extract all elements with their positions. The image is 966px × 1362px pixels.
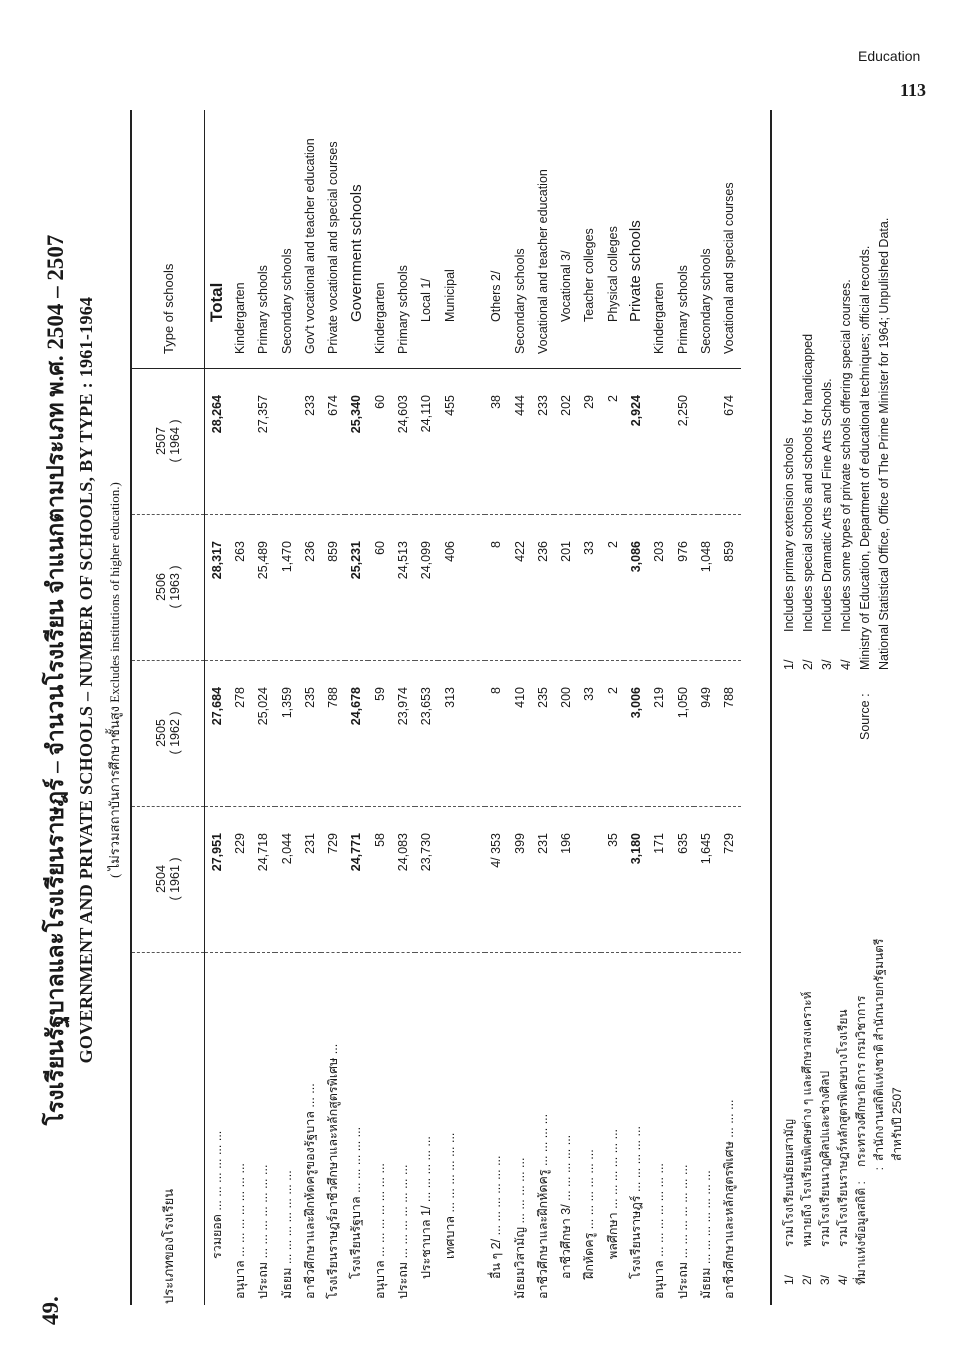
cell-1962: 2 xyxy=(601,661,624,807)
header-year-1964 xyxy=(131,369,205,515)
cell-1961: 3,180 xyxy=(624,807,647,953)
table-number: 49. xyxy=(38,1296,63,1325)
row-label-th: โรงเรียนรัฐบาล ... ... ... ... ... xyxy=(349,1126,364,1279)
footnotes-thai xyxy=(780,765,906,1285)
cell-1963: 406 xyxy=(438,515,461,661)
cell-1962: 59 xyxy=(368,661,391,807)
row-label-th: อาชีวศึกษา 3/ ... ... ... ... ... xyxy=(559,1134,574,1279)
header-year-en: ( 1963 ) xyxy=(168,565,182,609)
row-label-en: Local 1/ xyxy=(415,110,438,369)
footnote-text: รวมโรงเรียนนาฏศิลปและช่างศิลป xyxy=(818,1070,832,1247)
cell-1964: 674 xyxy=(718,369,741,515)
cell-1961: 231 xyxy=(298,807,321,953)
source-key xyxy=(888,1161,906,1285)
cell-1963: 28,317 xyxy=(205,515,229,661)
cell-1961: 1,645 xyxy=(694,807,717,953)
footnote-key: 3/ xyxy=(820,659,834,670)
cell-1964: 202 xyxy=(554,369,577,515)
cell-1961: 229 xyxy=(228,807,251,953)
cell-1962: 3,006 xyxy=(624,661,647,807)
header-year-en: ( 1962 ) xyxy=(168,711,182,755)
table-row xyxy=(298,110,321,1305)
cell-1963: 263 xyxy=(228,515,251,661)
row-label-th: ประถม ... ... ... ... ... ... ... xyxy=(675,1164,690,1299)
cell-1962: 788 xyxy=(321,661,344,807)
cell-1962: 27,684 xyxy=(205,661,229,807)
cell-1963: 203 xyxy=(648,515,671,661)
source-th xyxy=(870,765,888,1285)
cell-1963: 859 xyxy=(718,515,741,661)
table-header-row xyxy=(131,110,205,1305)
cell-1963: 3,086 xyxy=(624,515,647,661)
cell-1962: 313 xyxy=(438,661,461,807)
cell-1962: 24,678 xyxy=(345,661,368,807)
row-label-th: อาชีวศึกษาและฝึกหัดครู ... ... ... ... xyxy=(535,1113,550,1299)
cell-1964: 2,924 xyxy=(624,369,647,515)
source-label-spacer xyxy=(875,670,894,740)
footnote-en xyxy=(799,35,818,740)
cell-1962: 410 xyxy=(508,661,531,807)
cell-1964: 2,250 xyxy=(671,369,694,515)
row-label-en: Secondary schools xyxy=(275,110,298,369)
spacer-row xyxy=(461,110,484,1305)
cell-1963: 33 xyxy=(578,515,601,661)
footnote-key: 2/ xyxy=(801,659,815,670)
footnote-en xyxy=(780,35,799,740)
row-label-th: พลศึกษา ... ... ... ... ... ... xyxy=(605,1128,620,1259)
row-label-en: Private vocational and special courses xyxy=(321,110,344,369)
footnote-th xyxy=(816,765,834,1285)
cell-1963: 1,470 xyxy=(275,515,298,661)
cell-1961: 24,718 xyxy=(252,807,275,953)
cell-1964: 27,357 xyxy=(252,369,275,515)
footnote-en xyxy=(837,35,856,740)
cell-1961: 24,771 xyxy=(345,807,368,953)
footnote-key: 2/ xyxy=(800,1274,814,1285)
cell-1962: 235 xyxy=(531,661,554,807)
cell-1964: 28,264 xyxy=(205,369,229,515)
cell-1964: 25,340 xyxy=(345,369,368,515)
row-label-th: ประถม ... ... ... ... ... ... ... xyxy=(256,1164,271,1299)
table-row xyxy=(554,110,577,1305)
header-year-en: ( 1961 ) xyxy=(168,857,182,901)
table-row xyxy=(648,110,671,1305)
footnote-th xyxy=(834,765,852,1285)
row-label-en: Primary schools xyxy=(391,110,414,369)
table-row xyxy=(368,110,391,1305)
header-year-th: 2504 xyxy=(154,865,168,893)
cell-1961: 399 xyxy=(508,807,531,953)
cell-1962: 788 xyxy=(718,661,741,807)
cell-1963: 236 xyxy=(531,515,554,661)
footnote-key: 4/ xyxy=(836,1274,850,1285)
table-row xyxy=(508,110,531,1305)
cell-1962: 949 xyxy=(694,661,717,807)
table-row xyxy=(275,110,298,1305)
table-row xyxy=(485,110,508,1305)
table-row xyxy=(531,110,554,1305)
cell-1961: 58 xyxy=(368,807,391,953)
cell-1962: 278 xyxy=(228,661,251,807)
row-label-en: Kindergarten xyxy=(368,110,391,369)
row-label-th: อาชีวศึกษาและหลักสูตรพิเศษ ... ... ... xyxy=(722,1099,737,1299)
schools-table xyxy=(130,110,741,1305)
table-row xyxy=(694,110,717,1305)
footnote-key: 1/ xyxy=(782,659,796,670)
cell-1964 xyxy=(275,369,298,515)
cell-1961: 24,083 xyxy=(391,807,414,953)
cell-1962: 33 xyxy=(578,661,601,807)
source-label: Source : xyxy=(858,693,872,740)
header-year-1963 xyxy=(131,515,205,661)
footnote-text: รวมโรงเรียนราษฎร์หลักสูตรพิเศษบางโรงเรียน xyxy=(836,1009,850,1247)
table-row xyxy=(252,110,275,1305)
cell-1961: 196 xyxy=(554,807,577,953)
row-label-en: Others 2/ xyxy=(485,110,508,369)
row-label-th: ประถม ... ... ... ... ... ... ... xyxy=(396,1164,411,1299)
cell-1962: 23,653 xyxy=(415,661,438,807)
table-row xyxy=(345,110,368,1305)
cell-1963: 25,231 xyxy=(345,515,368,661)
row-label-th: อนุบาล ... ... ... ... ... ... ... xyxy=(652,1163,667,1299)
source-line-1: Ministry of Education, Department of educational techniques; official records. xyxy=(858,245,872,670)
header-year-1961 xyxy=(131,807,205,953)
row-label-en: Secondary schools xyxy=(694,110,717,369)
cell-1963: 8 xyxy=(485,515,508,661)
cell-1961: 35 xyxy=(601,807,624,953)
table-row xyxy=(578,110,601,1305)
table-row xyxy=(718,110,741,1305)
cell-1962: 8 xyxy=(485,661,508,807)
cell-1963: 976 xyxy=(671,515,694,661)
footnote-text: Includes Dramatic Arts and Fine Arts Schools. xyxy=(820,378,834,632)
table-row xyxy=(438,110,461,1305)
row-label-th: มัธยม ... ... ... ... ... ... ... xyxy=(279,1170,294,1299)
cell-1963: 859 xyxy=(321,515,344,661)
cell-1962: 219 xyxy=(648,661,671,807)
table-title-thai: โรงเรียนรัฐบาลและโรงเรียนราษฎร์ – จำนวนโรงเรียน จำแนกตามประเภท พ.ศ. 2504 – 2507 xyxy=(43,234,68,1126)
footnote-key: 1/ xyxy=(782,1274,796,1285)
cell-1962: 235 xyxy=(298,661,321,807)
cell-1962: 25,024 xyxy=(252,661,275,807)
cell-1961 xyxy=(578,807,601,953)
row-label-th: เทศบาล ... ... ... ... ... ... xyxy=(442,1132,457,1259)
table-note: ( ไม่รวมสถาบันการศึกษาชั้นสูง Excludes institutions of higher education.) xyxy=(107,482,122,878)
row-label-th: รวมยอด ... ... ... ... ... ... xyxy=(209,1130,224,1259)
row-label-en: Government schools xyxy=(345,110,368,369)
row-label-th: อื่น ๆ 2/ ... ... ... ... ... ... xyxy=(489,1155,504,1279)
row-label-th: โรงเรียนราษฎร์ ... ... ... ... ... xyxy=(628,1126,643,1279)
cell-1962: 1,050 xyxy=(671,661,694,807)
cell-1961: 27,951 xyxy=(205,807,229,953)
row-label-th: อนุบาล ... ... ... ... ... ... ... xyxy=(232,1163,247,1299)
row-label-en: Kindergarten xyxy=(648,110,671,369)
source-line-2: National Statistical Office, Office of The Prime Minister for 1964; Unpulished Data. xyxy=(877,217,891,670)
footnote-th xyxy=(798,765,816,1285)
cell-1962: 1,359 xyxy=(275,661,298,807)
rotated-page-content xyxy=(20,35,950,1325)
row-label-th: โรงเรียนราษฎร์อาชีวศึกษาและหลักสูตรพิเศษ ... xyxy=(326,1043,341,1299)
footnote-key: 3/ xyxy=(818,1274,832,1285)
table-row xyxy=(228,110,251,1305)
cell-1964: 455 xyxy=(438,369,461,515)
header-year-th: 2506 xyxy=(154,573,168,601)
cell-1964: 674 xyxy=(321,369,344,515)
cell-1963: 2 xyxy=(601,515,624,661)
row-label-th: มัธยมวิสามัญ ... ... ... ... ... xyxy=(512,1157,527,1299)
cell-1961 xyxy=(438,807,461,953)
cell-1963: 422 xyxy=(508,515,531,661)
cell-1963: 236 xyxy=(298,515,321,661)
table-row xyxy=(671,110,694,1305)
cell-1964: 29 xyxy=(578,369,601,515)
cell-1964: 233 xyxy=(531,369,554,515)
source-key: : xyxy=(872,1167,886,1171)
cell-1964: 444 xyxy=(508,369,531,515)
table-row xyxy=(624,110,647,1305)
cell-1963: 24,513 xyxy=(391,515,414,661)
header-type-english: Type of schools xyxy=(131,110,205,369)
cell-1963: 201 xyxy=(554,515,577,661)
cell-1961: 4/ 353 xyxy=(485,807,508,953)
cell-1964: 24,110 xyxy=(415,369,438,515)
cell-1961: 729 xyxy=(718,807,741,953)
cell-1964: 38 xyxy=(485,369,508,515)
footnote-text: หมายถึง โรงเรียนพิเศษต่าง ๆ และศึกษาสงเคราะห์ xyxy=(800,991,814,1247)
source-th xyxy=(888,765,906,1285)
cell-1964: 2 xyxy=(601,369,624,515)
source-th xyxy=(852,765,870,1285)
cell-1961: 171 xyxy=(648,807,671,953)
row-label-th: อาชีวศึกษาและฝึกหัดครูของรัฐบาล ... ... xyxy=(302,1083,317,1299)
header-year-th: 2507 xyxy=(154,427,168,455)
cell-1964: 60 xyxy=(368,369,391,515)
row-label-en: Kindergarten xyxy=(228,110,251,369)
source-text: สำนักงานสถิติแห่งชาติ สำนักนายกรัฐมนตรี xyxy=(872,938,886,1161)
table-row xyxy=(391,110,414,1305)
row-label-en: Primary schools xyxy=(671,110,694,369)
header-type-thai: ประเภทของโรงเรียน xyxy=(131,953,205,1306)
row-label-en: Municipal xyxy=(438,110,461,369)
table-bottom-rule xyxy=(770,110,772,1305)
cell-1961: 231 xyxy=(531,807,554,953)
footnote-en xyxy=(818,35,837,740)
cell-1963: 25,489 xyxy=(252,515,275,661)
table-row xyxy=(205,110,229,1305)
footnote-th xyxy=(780,765,798,1285)
cell-1961: 729 xyxy=(321,807,344,953)
footnote-text: Includes some types of private schools offering special courses. xyxy=(839,279,853,632)
cell-1961: 23,730 xyxy=(415,807,438,953)
cell-1962: 200 xyxy=(554,661,577,807)
table-row xyxy=(601,110,624,1305)
row-label-th: อนุบาล ... ... ... ... ... ... ... xyxy=(372,1163,387,1299)
page-number: 113 xyxy=(900,80,927,100)
table-row xyxy=(321,110,344,1305)
cell-1964: 24,603 xyxy=(391,369,414,515)
row-label-th: ประชาบาล 1/ ... ... ... ... ... xyxy=(419,1136,434,1279)
row-label-en: Teacher colleges xyxy=(578,110,601,369)
row-label-en: Primary schools xyxy=(252,110,275,369)
row-label-en: Physical colleges xyxy=(601,110,624,369)
footnote-key: 4/ xyxy=(839,659,853,670)
source-text: กระทรวงศึกษาธิการ กรมวิชาการ xyxy=(854,995,868,1167)
row-label-en: Vocational and special courses xyxy=(718,110,741,369)
cell-1963: 1,048 xyxy=(694,515,717,661)
row-label-th: ฝึกหัดครู ... ... ... ... ... ... xyxy=(582,1149,597,1279)
cell-1964 xyxy=(694,369,717,515)
footnote-text: Includes special schools and schools for handicapped xyxy=(801,333,815,632)
page-section: Education xyxy=(858,48,921,64)
row-label-en: Vocational 3/ xyxy=(554,110,577,369)
cell-1961: 635 xyxy=(671,807,694,953)
row-label-en: Vocational and teacher education xyxy=(531,110,554,369)
source-text: สำหรับปี 2507 xyxy=(890,1087,904,1161)
row-label-th: มัธยม ... ... ... ... ... ... ... xyxy=(698,1170,713,1299)
table-row xyxy=(415,110,438,1305)
footnotes-english xyxy=(780,35,894,740)
source-en xyxy=(875,35,894,740)
header-year-th: 2505 xyxy=(154,719,168,747)
cell-1963: 24,099 xyxy=(415,515,438,661)
source-key: ที่มาแห่งข้อมูลสถิติ : xyxy=(854,1181,868,1285)
source-en xyxy=(856,35,875,740)
footnote-text: Includes primary extension schools xyxy=(782,437,796,632)
cell-1962: 23,974 xyxy=(391,661,414,807)
footnote-text: รวมโรงเรียนมัธยมสามัญ xyxy=(782,1119,796,1247)
row-label-en: Secondary schools xyxy=(508,110,531,369)
cell-1964 xyxy=(228,369,251,515)
row-label-en: Total xyxy=(205,110,229,369)
row-label-en: Gov't vocational and teacher education xyxy=(298,110,321,369)
cell-1964 xyxy=(648,369,671,515)
header-year-1962 xyxy=(131,661,205,807)
cell-1964: 233 xyxy=(298,369,321,515)
cell-1963: 60 xyxy=(368,515,391,661)
row-label-en: Private schools xyxy=(624,110,647,369)
header-year-en: ( 1964 ) xyxy=(168,419,182,463)
cell-1961: 2,044 xyxy=(275,807,298,953)
table-title-english: GOVERNMENT AND PRIVATE SCHOOLS – NUMBER OF SCHOOLS, BY TYPE : 1961-1964 xyxy=(76,296,96,1064)
